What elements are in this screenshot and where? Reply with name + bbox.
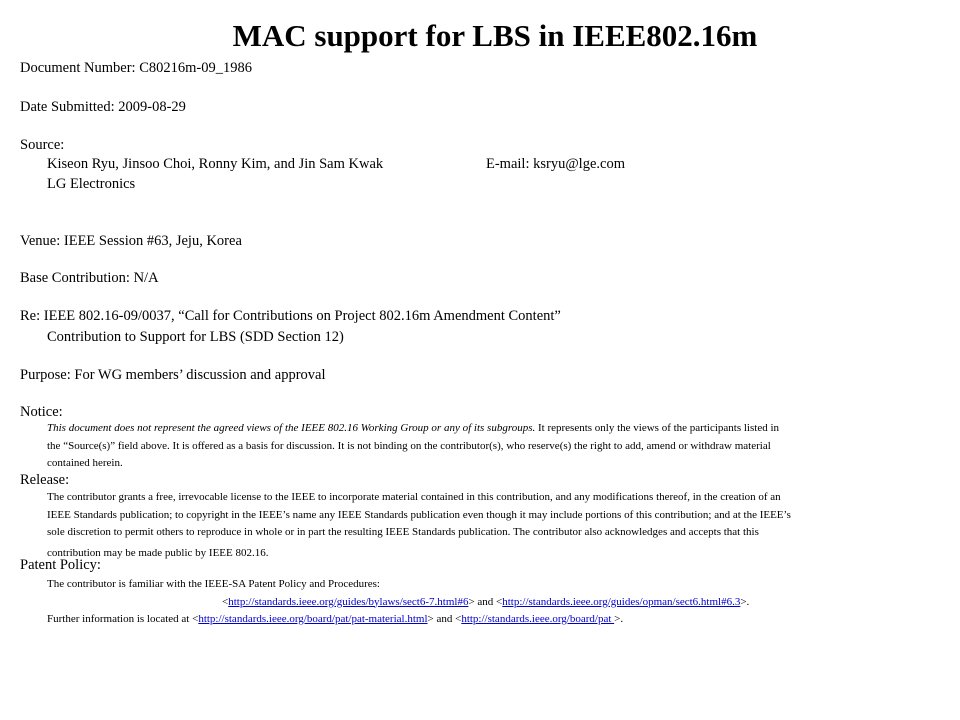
lt-symbol: < — [222, 595, 229, 608]
patent-label: Patent Policy: — [20, 557, 101, 573]
page-title: MAC support for LBS in IEEE802.16m — [232, 18, 758, 53]
re-contribution: Contribution to Support for LBS (SDD Section 12) — [47, 329, 344, 345]
and-text: > and < — [468, 595, 503, 608]
release-label: Release: — [20, 472, 70, 488]
source-label: Source: — [20, 137, 65, 153]
base-contribution: Base Contribution: N/A — [20, 270, 159, 286]
end-text-2: >. — [614, 613, 624, 625]
source-organization: LG Electronics — [47, 176, 136, 192]
pat-material-link[interactable]: http://standards.ieee.org/board/pat/pat-material.html — [198, 613, 428, 625]
further-text: Further information is located at < — [47, 613, 199, 625]
source-email: E-mail: ksryu@lge.com — [486, 156, 625, 172]
document-number: Document Number: C80216m-09_1986 — [20, 60, 252, 76]
release-line3: sole discretion to permit others to reproduce in whole or in part the resulting IEEE Standards publication. The contributor also acknowledges and accepts that this — [47, 526, 759, 538]
patent-text — [47, 576, 952, 629]
patent-further-line — [47, 611, 952, 629]
end-text: >. — [740, 595, 750, 608]
notice-italic: This document does not represent the agreed views of the IEEE 802.16 Working Group or any of its subgroups. — [47, 422, 536, 434]
notice-line2: the “Source(s)” field above. It is offered as a basis for discussion. It is not binding on the contributor(s), who reserve(s) the right to add, amend or withdraw material — [47, 439, 771, 452]
notice-line3: contained herein. — [47, 457, 123, 469]
patent-links-line — [47, 594, 952, 612]
source-authors: Kiseon Ryu, Jinsoo Choi, Ronny Kim, and Jin Sam Kwak — [47, 156, 384, 172]
date-submitted: Date Submitted: 2009-08-29 — [20, 99, 186, 115]
release-line2: IEEE Standards publication; to copyright in the IEEE’s name any IEEE Standards publication even though it may include portions of this contribution; and at the IEEE’s — [47, 508, 791, 521]
opman-link[interactable]: http://standards.ieee.org/guides/opman/sect6.html#6.3 — [502, 595, 741, 608]
bylaws-link[interactable]: http://standards.ieee.org/guides/bylaws/sect6-7.html#6 — [228, 595, 469, 608]
release-text — [47, 489, 952, 562]
purpose: Purpose: For WG members’ discussion and approval — [20, 367, 326, 383]
notice-rest: It represents only the views of the participants listed in — [535, 422, 780, 434]
board-pat-link[interactable]: http://standards.ieee.org/board/pat — [461, 613, 615, 625]
patent-line1: The contributor is familiar with the IEEE-SA Patent Policy and Procedures: — [47, 578, 380, 590]
notice-label: Notice: — [20, 404, 63, 420]
release-line1: The contributor grants a free, irrevocable license to the IEEE to incorporate material contained in this contribution, and any modifications thereof, in the creation of an — [47, 491, 781, 503]
re-line: Re: IEEE 802.16-09/0037, “Call for Contributions on Project 802.16m Amendment Content” — [20, 308, 561, 324]
venue: Venue: IEEE Session #63, Jeju, Korea — [20, 233, 242, 249]
and-text-2: > and < — [427, 613, 462, 625]
release-line4: contribution may be made public by IEEE 802.16. — [47, 546, 269, 559]
notice-text — [47, 420, 952, 473]
